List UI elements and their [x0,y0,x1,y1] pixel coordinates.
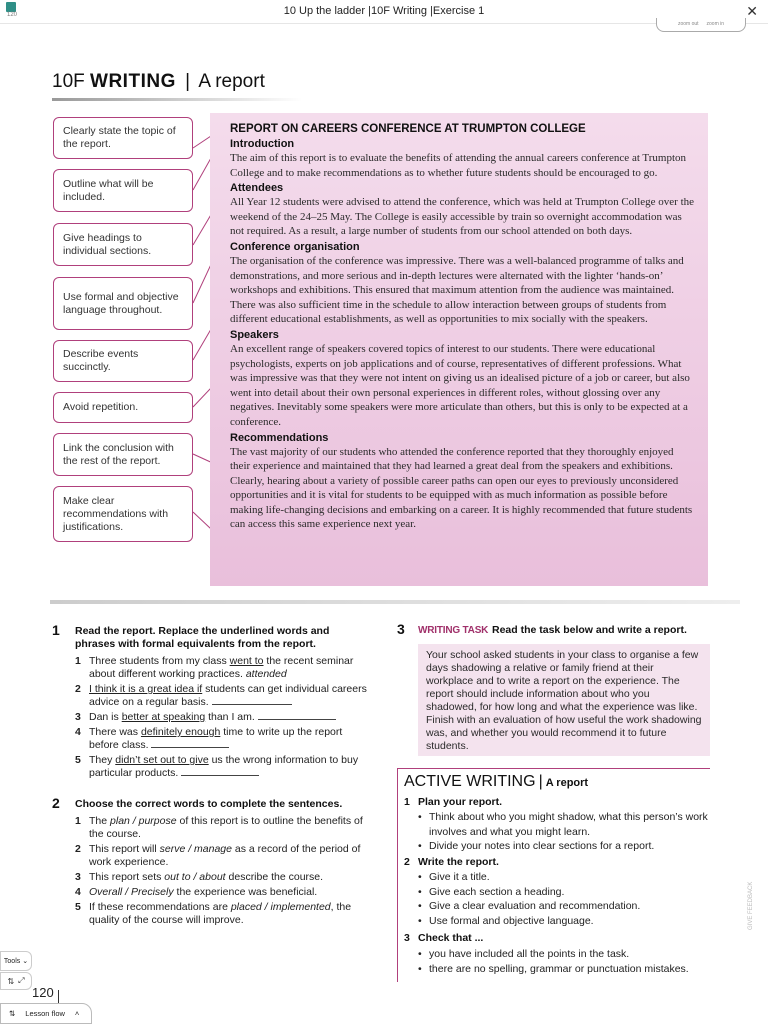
swap-icon[interactable]: ⇅ [7,976,15,986]
report-section-body: All Year 12 students were advised to attend the conference, which was held at Trumpton College over the weekend of the 24–25 May. The College is easily accessible by train so overnight accommodation was not required. As a result, a large number of students from our school attended on both days. [230,196,695,238]
active-writing-bullets [418,947,713,976]
exercise-1-item: 1 Three students from my class went to the recent seminar about different working practices. attended [75,655,354,680]
exercise-1-number: 1 [52,622,60,638]
active-writing-step: 1 Plan your report. [404,796,503,808]
exercise-2-item: 2 This report will serve / manage as a record of the period of work experience. [75,843,361,868]
swap-icon: ⇅ [9,1009,16,1018]
active-writing-bullets [418,870,708,928]
exercise-1-item: 3 Dan is better at speaking than I am. [75,711,370,724]
exercise-3-number: 3 [397,621,405,637]
page-number-divider [58,990,59,1004]
page-indicator: 120 [7,12,18,18]
callout-topic: Clearly state the topic of the report. [53,117,193,159]
section-divider [50,600,740,604]
chevron-up-icon: ˄ [74,1009,80,1018]
zoom-out-button[interactable]: zoom out [677,21,699,27]
report-section-heading: Attendees [230,182,284,195]
model-report [210,113,708,586]
word-choice[interactable]: out to / about [164,871,226,883]
expand-icon[interactable]: ⤢ [18,976,25,985]
exercise-1-item: 2 I think it is a great idea if students can get individual careers advice on a regular basis. [75,683,367,708]
lesson-code: 10F [52,71,85,92]
exercise-1-item: 5 They didn’t set out to give us the wrong information to buy particular products. [75,754,359,779]
page-nav-controls[interactable] [0,972,32,990]
word-choice[interactable]: serve / manage [159,843,232,855]
bullet-item: • Give it a title. [418,870,708,885]
zoom-in-button[interactable]: zoom in [706,21,725,27]
page-title [52,71,265,93]
word-choice[interactable]: Overall / Precisely [89,886,174,898]
lesson-subtitle: A report [198,71,265,92]
page-number: 120 [32,985,54,1000]
document-title: 10 Up the ladder |10F Writing |Exercise 1 [283,5,485,17]
exercise-2-item: 3 This report sets out to / about describe the course. [75,871,324,883]
bullet-item: • Give each section a heading. [418,885,708,900]
callout-repetition: Avoid repetition. [53,392,193,423]
callout-headings: Give headings to individual sections. [53,223,193,266]
report-section-heading: Introduction [230,138,295,150]
callout-succinct: Describe events succinctly. [53,340,193,382]
active-writing-step: 3 Check that ... [404,932,484,944]
report-section-body: The vast majority of our students who attended the conference reported that they thoroughly enjoyed their experience and maintained that they had learned a great deal from the speakers and exhibitions. Clearly, hearing about a variety of possible career paths can open our eyes to previously unconsidered opportunities and it is vital for students to be equipped with as much information as possible before making life-changing decisions and embarking on a career. It is highly recommended that future students can access this same experience next year. [230,445,693,531]
report-section-heading: Conference organisation [230,240,360,253]
title-bar [0,0,768,24]
exercise-2-number: 2 [52,795,60,811]
report-section-body: The organisation of the conference was impressive. There was a well-balanced programme of talks and demonstrations, and more serious and in-depth lectures were alternated with the lighter ‘hands-on’ workshops and exhibitions. This ensured that maximum attention from the audience was maintained. There was also sufficient time in the schedule to allow interaction between groups of students from different educational establishments, as well as opportunities to mix socially with the speakers. [230,254,684,326]
callout-recommendations: Make clear recommendations with justifications. [53,486,193,542]
bullet-item: • Divide your notes into clear sections for a report. [418,839,708,854]
writing-task-label: WRITING TASK [418,625,489,636]
bullet-item: • Think about who you might shadow, what this person’s work involves and what you might learn. [418,810,708,839]
answer-field[interactable] [212,696,292,705]
report-section-heading: Speakers [230,328,279,341]
exercise-2-list [75,815,365,929]
tools-button[interactable]: Tools ⌄ [0,951,32,971]
exercise-1-instruction: Read the report. Replace the underlined words and phrases with formal equivalents from the report. [75,625,330,650]
active-writing-bullets [418,810,708,854]
report-section-heading: Recommendations [230,431,329,444]
active-writing-title: ACTIVE WRITING | A report [404,773,589,790]
writing-task-box: Your school asked students in your class to organise a few days shadowing a relative or family friend at their workplace and to write a report on the experience. The report should include information about who you shadowed, for how long and what the experience was like. Finish with an evaluation of how useful the work shadowing was, and whether you would recommend it to future students. [418,644,710,756]
heading-underline [52,98,302,101]
exercise-2-instruction: Choose the correct words to complete the sentences. [75,798,343,810]
report-title: REPORT ON CAREERS CONFERENCE AT TRUMPTON COLLEGE [230,123,586,135]
title-separator: | [185,71,191,92]
word-choice[interactable]: plan / purpose [110,815,177,827]
lesson-type: WRITING [90,71,176,92]
exercise-1-item: 4 There was definitely enough time to write up the report before class. [75,726,343,751]
exercise-1-list [75,655,370,782]
give-feedback-link[interactable]: GIVE FEEDBACK [748,881,754,930]
close-icon[interactable]: ✕ [746,3,758,19]
answer-field[interactable] [151,739,229,748]
report-section-body: The aim of this report is to evaluate the benefits of attending the annual careers conference at Trumpton College and to make recommendations as to whether future students should be encouraged to go. [230,152,687,179]
active-writing-step: 2 Write the report. [404,856,499,868]
callout-formal-language: Use formal and objective language throughout. [53,277,193,330]
exercise-3-instruction: Read the task below and write a report. [492,624,687,636]
lesson-flow-button[interactable]: ⇅ Lesson flow ˄ [0,1003,92,1024]
bullet-item: • Use formal and objective language. [418,914,708,929]
chevron-down-icon: ⌄ [22,958,29,965]
bullet-item: • you have included all the points in the task. [418,947,713,962]
callout-conclusion: Link the conclusion with the rest of the report. [53,433,193,476]
exercise-2-item: 5 If these recommendations are placed / implemented, the quality of the course will improve. [75,901,352,926]
answer-field[interactable] [181,767,259,776]
zoom-controls[interactable] [656,18,746,32]
word-choice[interactable]: placed / implemented [230,901,331,913]
callout-outline: Outline what will be included. [53,169,193,212]
bullet-item: • Give a clear evaluation and recommendation. [418,899,708,914]
answer-field[interactable] [258,711,336,720]
exercise-2-item: 4 Overall / Precisely the experience was beneficial. [75,886,318,898]
exercise-2-item: 1 The plan / purpose of this report is to outline the benefits of the course. [75,815,363,840]
report-section-body: An excellent range of speakers covered topics of interest to our students. There were educational psychologists, experts on job applications and of course, representatives of different professions. What was impressive was that they were not intent on giving us an idealised picture of a job or career, but also went into detail about their own personal experiences in different roles, without glossing over any negatives. Inevitably some speakers were more articulate than others, but this is only to be expected at a conference. [230,342,690,428]
bullet-item: • there are no spelling, grammar or punctuation mistakes. [418,962,713,977]
answer-field[interactable]: attended [245,668,287,680]
